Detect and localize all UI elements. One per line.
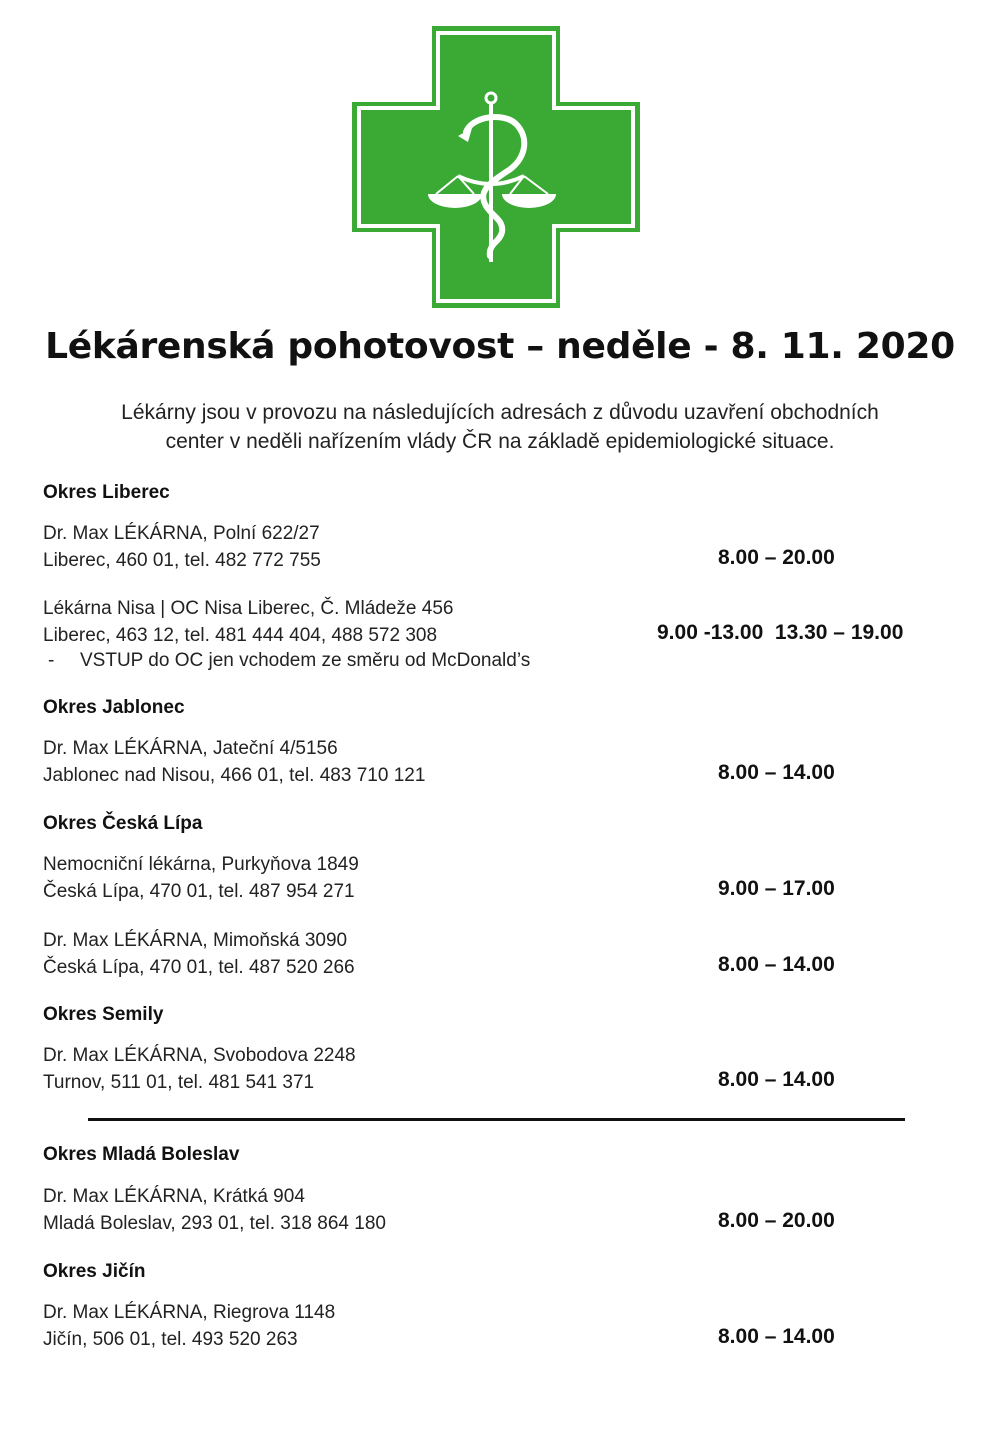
opening-hours: 8.00 – 20.00 (718, 1209, 835, 1232)
pharmacy-address (43, 1042, 356, 1096)
district-heading: Okres Mladá Boleslav (43, 1144, 240, 1165)
pharmacy-city-phone: Jablonec nad Nisou, 466 01, tel. 483 710 121 (43, 765, 426, 786)
pharmacy-cross-icon (350, 24, 642, 310)
pharmacy-city-phone: Liberec, 463 12, tel. 481 444 404, 488 572 308 (43, 625, 438, 646)
opening-hours: 8.00 – 14.00 (718, 761, 835, 784)
opening-hours: 9.00 – 17.00 (718, 877, 835, 900)
intro-text (0, 398, 1000, 456)
district-heading: Okres Semily (43, 1004, 164, 1025)
pharmacy-city-phone: Jičín, 506 01, tel. 493 520 263 (43, 1329, 298, 1350)
district-heading: Okres Liberec (43, 482, 170, 503)
district-heading: Okres Jičín (43, 1261, 146, 1282)
intro-line-2: center v neděli nařízením vlády ČR na základě epidemiologické situace. (165, 430, 835, 453)
opening-hours: 8.00 – 14.00 (718, 1068, 835, 1091)
pharmacy-name-street: Dr. Max LÉKÁRNA, Mimoňská 3090 (43, 930, 348, 951)
section-divider (88, 1118, 905, 1121)
pharmacy-note: VSTUP do OC jen vchodem ze směru od McDonald’s (80, 650, 531, 671)
district-heading: Okres Česká Lípa (43, 813, 203, 834)
pharmacy-address (43, 595, 453, 649)
pharmacy-address (43, 1299, 335, 1353)
pharmacy-address (43, 851, 359, 905)
pharmacy-name-street: Dr. Max LÉKÁRNA, Krátká 904 (43, 1186, 305, 1207)
opening-hours: 8.00 – 20.00 (718, 546, 835, 569)
opening-hours: 9.00 -13.00 13.30 – 19.00 (657, 621, 904, 644)
pharmacy-name-street: Lékárna Nisa | OC Nisa Liberec, Č. Mládeže 456 (43, 598, 454, 619)
pharmacy-city-phone: Česká Lípa, 470 01, tel. 487 954 271 (43, 881, 355, 902)
district-heading: Okres Jablonec (43, 697, 185, 718)
pharmacy-name-street: Dr. Max LÉKÁRNA, Polní 622/27 (43, 523, 320, 544)
note-dash: - (48, 650, 55, 671)
pharmacy-address (43, 1183, 386, 1237)
pharmacy-address (43, 520, 321, 574)
pharmacy-name-street: Dr. Max LÉKÁRNA, Svobodova 2248 (43, 1045, 356, 1066)
opening-hours: 8.00 – 14.00 (718, 1325, 835, 1348)
page-title: Lékárenská pohotovost – neděle - 8. 11. 2020 (45, 326, 955, 367)
pharmacy-name-street: Dr. Max LÉKÁRNA, Riegrova 1148 (43, 1302, 336, 1323)
pharmacy-city-phone: Mladá Boleslav, 293 01, tel. 318 864 180 (43, 1213, 386, 1234)
pharmacy-name-street: Nemocniční lékárna, Purkyňova 1849 (43, 854, 359, 875)
pharmacy-city-phone: Liberec, 460 01, tel. 482 772 755 (43, 550, 321, 571)
pharmacy-name-street: Dr. Max LÉKÁRNA, Jateční 4/5156 (43, 738, 338, 759)
pharmacy-address (43, 927, 355, 981)
pharmacy-city-phone: Česká Lípa, 470 01, tel. 487 520 266 (43, 957, 355, 978)
pharmacy-city-phone: Turnov, 511 01, tel. 481 541 371 (43, 1072, 315, 1093)
opening-hours: 8.00 – 14.00 (718, 953, 835, 976)
intro-line-1: Lékárny jsou v provozu na následujících adresách z důvodu uzavření obchodních (121, 401, 879, 424)
pharmacy-address (43, 735, 425, 789)
